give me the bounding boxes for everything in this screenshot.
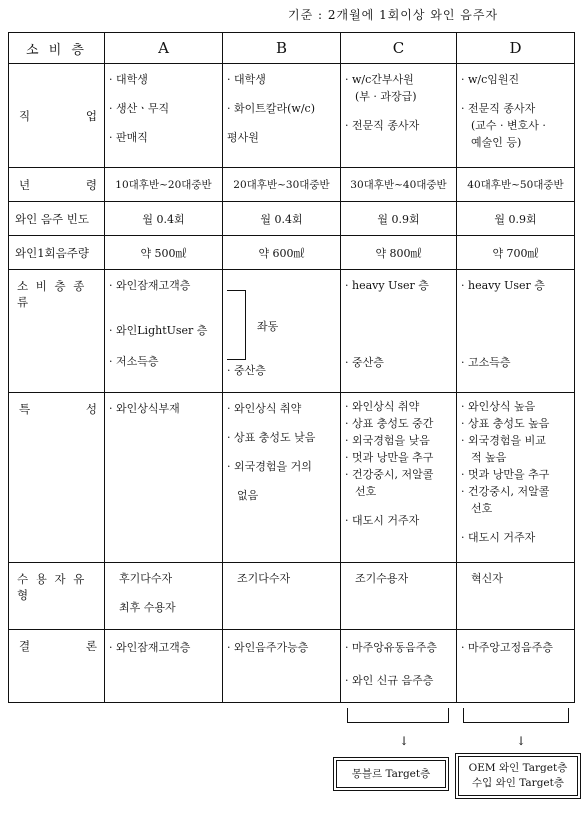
occupation-b-1: · 대학생 bbox=[227, 73, 266, 86]
amount-row bbox=[9, 236, 575, 270]
target-d-line1: OEM 와인 Target층 bbox=[468, 762, 568, 774]
consumer-segment-table bbox=[8, 32, 575, 703]
conclusion-c-2: · 와인 신규 음주층 bbox=[345, 674, 434, 687]
frequency-d: 월 0.9회 bbox=[457, 202, 575, 236]
conclusion-d bbox=[457, 630, 575, 703]
conclusion-a-1: · 와인잠재고객층 bbox=[109, 641, 191, 654]
segment-c-header: C bbox=[341, 33, 457, 64]
target-d-box bbox=[458, 756, 578, 796]
segment-b-header: B bbox=[223, 33, 341, 64]
same-as-left-label: 좌동 bbox=[257, 320, 279, 333]
frequency-row bbox=[9, 202, 575, 236]
adopter-d bbox=[457, 563, 575, 630]
occupation-b-3: 평사원 bbox=[227, 131, 259, 144]
traits-d-1: · 와인상식 높음 bbox=[461, 400, 536, 413]
traits-row bbox=[9, 393, 575, 563]
traits-d-2: · 상표 충성도 높음 bbox=[461, 417, 550, 430]
occupation-c bbox=[341, 64, 457, 168]
adopter-a-1: 후기다수자 bbox=[119, 572, 173, 585]
conclusion-label: 결 론 bbox=[9, 630, 105, 703]
occupation-c-2: (부 · 과장급) bbox=[355, 90, 417, 103]
conclusion-c-1: · 마주앙유동음주층 bbox=[345, 641, 438, 654]
traits-c-2: · 상표 충성도 중간 bbox=[345, 417, 434, 430]
traits-d-7: 선호 bbox=[471, 502, 493, 515]
adopter-b bbox=[223, 563, 341, 630]
consumer-type-c-1: · heavy User 층 bbox=[345, 279, 429, 292]
conclusion-b bbox=[223, 630, 341, 703]
conclusion-c bbox=[341, 630, 457, 703]
consumer-type-b-1: · 중산층 bbox=[227, 364, 266, 377]
traits-a bbox=[105, 393, 223, 563]
consumer-type-a-1: · 와인잠재고객층 bbox=[109, 279, 191, 292]
target-d-line2: 수입 와인 Target층 bbox=[471, 777, 564, 789]
amount-label: 와인1회음주량 bbox=[9, 236, 105, 270]
occupation-d-2: · 전문직 종사자 bbox=[461, 102, 536, 115]
adopter-a bbox=[105, 563, 223, 630]
consumer-type-d-2: · 고소득층 bbox=[461, 356, 511, 369]
amount-a: 약 500㎖ bbox=[105, 236, 223, 270]
occupation-label: 직 업 bbox=[9, 64, 105, 168]
occupation-c-1: · w/c간부사원 bbox=[345, 73, 414, 86]
consumer-type-a bbox=[105, 270, 223, 393]
traits-c-7: · 대도시 거주자 bbox=[345, 514, 420, 527]
occupation-a-1: · 대학생 bbox=[109, 73, 148, 86]
traits-d-8: · 대도시 거주자 bbox=[461, 531, 536, 544]
occupation-d-1: · w/c임원진 bbox=[461, 73, 520, 86]
traits-b-3: · 외국경험을 거의 bbox=[227, 460, 312, 473]
arrow-d-icon: ↓ bbox=[516, 734, 527, 748]
fork-d bbox=[463, 708, 569, 723]
segment-d-header: D bbox=[457, 33, 575, 64]
adopter-label: 수 용 자 유 형 bbox=[9, 563, 105, 630]
adopter-d-1: 혁신자 bbox=[471, 572, 503, 585]
traits-d-6: · 건강중시, 저알콜 bbox=[461, 485, 550, 498]
traits-d-4: 적 높음 bbox=[471, 451, 507, 464]
traits-c bbox=[341, 393, 457, 563]
occupation-c-3: · 전문직 종사자 bbox=[345, 119, 420, 132]
consumer-type-c-2: · 중산층 bbox=[345, 356, 384, 369]
consumer-type-a-3: · 저소득층 bbox=[109, 355, 159, 368]
conclusion-a bbox=[105, 630, 223, 703]
occupation-d-3: (교수 · 변호사 · bbox=[471, 119, 546, 132]
traits-d bbox=[457, 393, 575, 563]
frequency-label: 와인 음주 빈도 bbox=[9, 202, 105, 236]
occupation-b bbox=[223, 64, 341, 168]
age-row bbox=[9, 168, 575, 202]
amount-d: 약 700㎖ bbox=[457, 236, 575, 270]
segment-a-header: A bbox=[105, 33, 223, 64]
consumer-type-c bbox=[341, 270, 457, 393]
traits-b-1: · 와인상식 취약 bbox=[227, 402, 302, 415]
conclusion-b-1: · 와인음주가능층 bbox=[227, 641, 309, 654]
adopter-b-1: 조기다수자 bbox=[237, 572, 291, 585]
occupation-row bbox=[9, 64, 575, 168]
traits-b-2: · 상표 충성도 낮음 bbox=[227, 431, 316, 444]
header-row bbox=[9, 33, 575, 64]
traits-c-6: 선호 bbox=[355, 485, 377, 498]
occupation-a-3: · 판매직 bbox=[109, 131, 148, 144]
occupation-a bbox=[105, 64, 223, 168]
frequency-a: 월 0.4회 bbox=[105, 202, 223, 236]
traits-label: 특 성 bbox=[9, 393, 105, 563]
age-c: 30대후반~40대중반 bbox=[341, 168, 457, 202]
consumer-type-d bbox=[457, 270, 575, 393]
adopter-c bbox=[341, 563, 457, 630]
amount-b: 약 600㎖ bbox=[223, 236, 341, 270]
traits-d-5: · 멋과 낭만을 추구 bbox=[461, 468, 550, 481]
adopter-row bbox=[9, 563, 575, 630]
conclusion-row bbox=[9, 630, 575, 703]
amount-c: 약 800㎖ bbox=[341, 236, 457, 270]
traits-c-3: · 외국경험을 낮음 bbox=[345, 434, 430, 447]
conclusion-d-1: · 마주앙고정음주층 bbox=[461, 641, 554, 654]
occupation-b-2: · 화이트칼라(w/c) bbox=[227, 102, 315, 115]
adopter-c-1: 조기수용자 bbox=[355, 572, 409, 585]
occupation-a-2: · 생산ㆍ무직 bbox=[109, 102, 170, 115]
arrow-c-icon: ↓ bbox=[399, 734, 410, 748]
consumer-type-row bbox=[9, 270, 575, 393]
traits-d-3: · 외국경험을 비교 bbox=[461, 434, 546, 447]
occupation-d bbox=[457, 64, 575, 168]
consumer-type-d-1: · heavy User 층 bbox=[461, 279, 545, 292]
fork-c bbox=[347, 708, 449, 723]
traits-c-1: · 와인상식 취약 bbox=[345, 400, 420, 413]
occupation-d-4: 예술인 등) bbox=[471, 136, 522, 149]
bracket-shape bbox=[227, 290, 246, 360]
criterion-note: 기준 : 2개월에 1회이상 와인 음주자 bbox=[288, 8, 499, 22]
consumer-type-label: 소 비 층 종 류 bbox=[9, 270, 105, 393]
frequency-b: 월 0.4회 bbox=[223, 202, 341, 236]
adopter-a-2: 최후 수용자 bbox=[119, 601, 176, 614]
age-b: 20대후반~30대중반 bbox=[223, 168, 341, 202]
age-a: 10대후반~20대중반 bbox=[105, 168, 223, 202]
age-label: 년 령 bbox=[9, 168, 105, 202]
header-label: 소 비 층 bbox=[9, 33, 105, 64]
traits-a-1: · 와인상식부재 bbox=[109, 402, 180, 415]
traits-b-4: 없음 bbox=[237, 489, 259, 502]
frequency-c: 월 0.9회 bbox=[341, 202, 457, 236]
consumer-type-a-2: · 와인LightUser 층 bbox=[109, 324, 208, 337]
target-c-box bbox=[336, 760, 446, 788]
traits-c-5: · 건강중시, 저알콜 bbox=[345, 468, 434, 481]
traits-b bbox=[223, 393, 341, 563]
target-c-label: 몽블르 Target층 bbox=[351, 768, 431, 780]
traits-c-4: · 멋과 낭만을 추구 bbox=[345, 451, 434, 464]
age-d: 40대후반~50대중반 bbox=[457, 168, 575, 202]
